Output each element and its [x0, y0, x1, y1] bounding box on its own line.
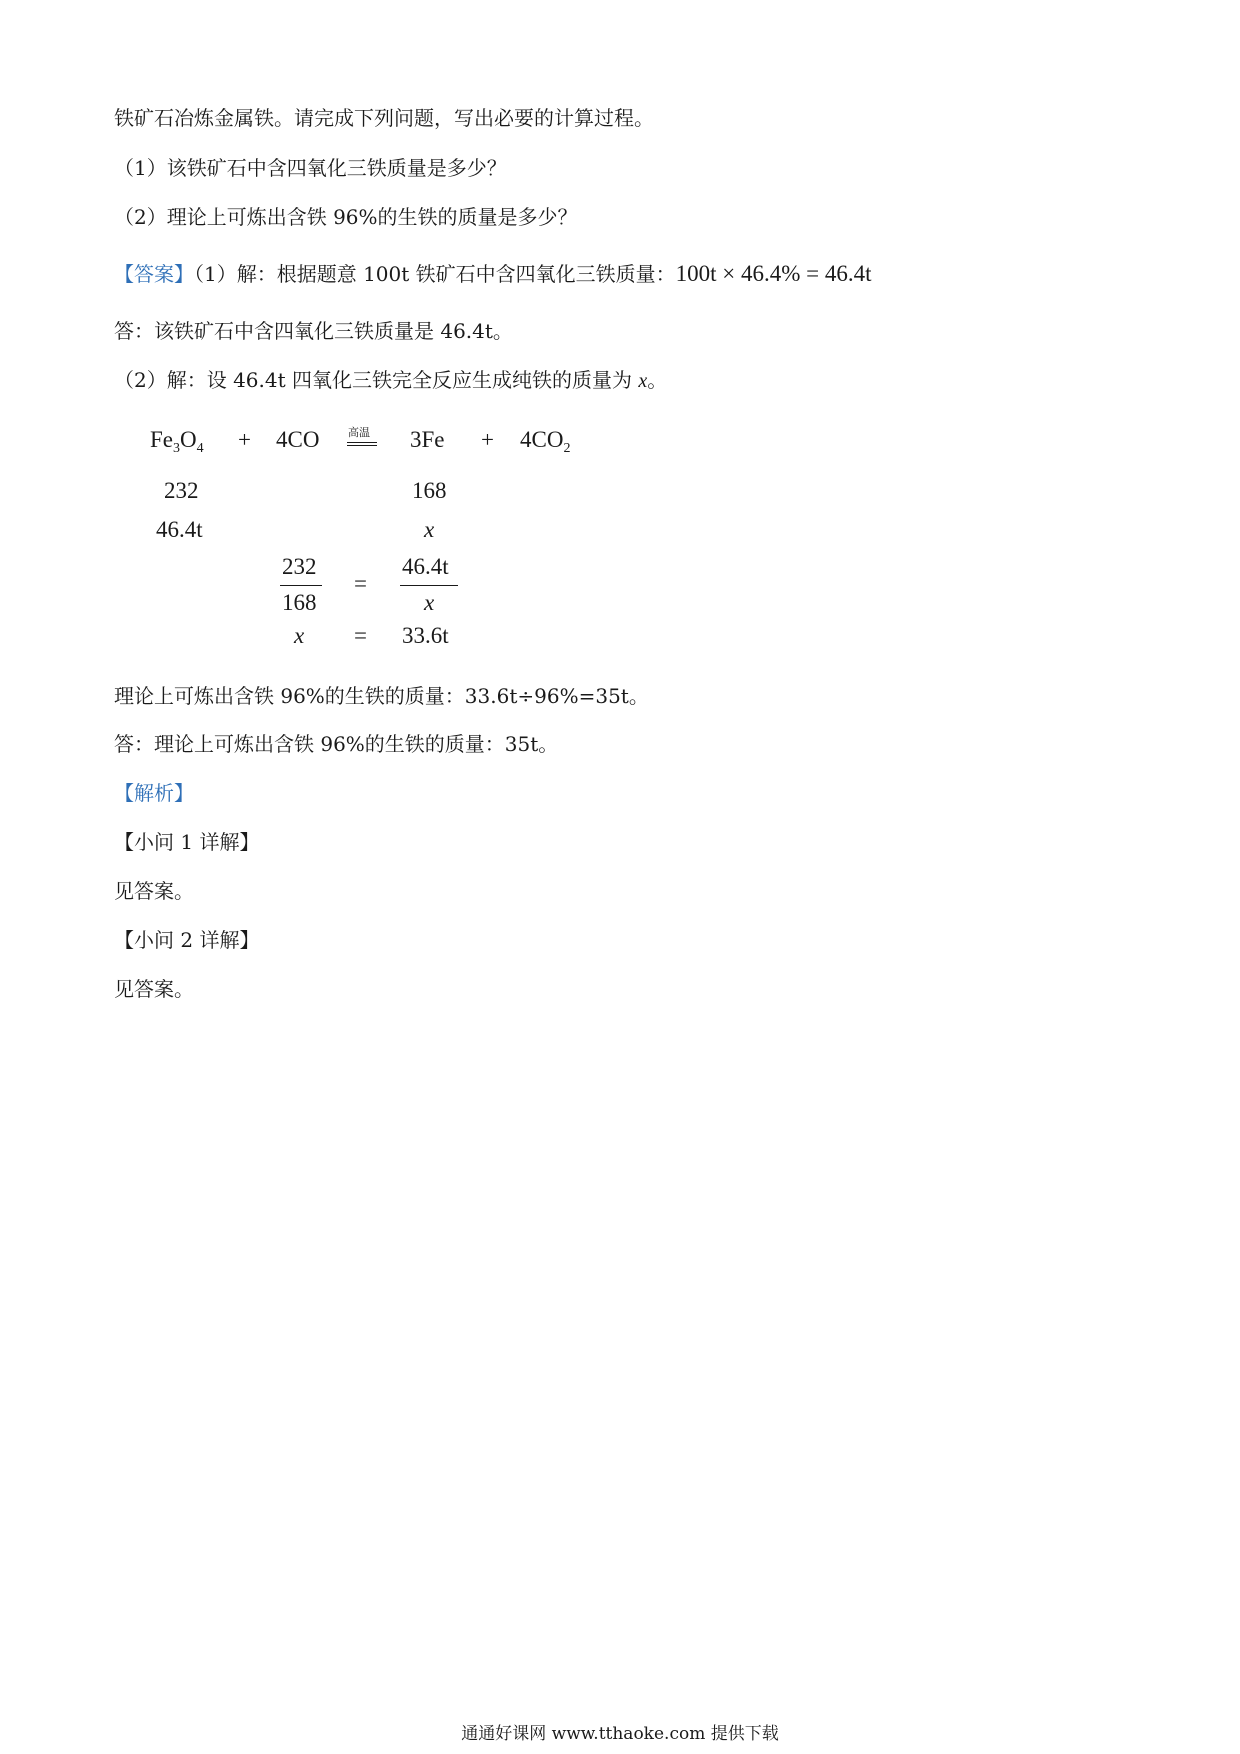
equation-product2: $4CO_2$ [520, 427, 571, 456]
answer-part1 [114, 260, 872, 288]
analysis-sub2-title: 【小问 2 详解】 [114, 928, 260, 952]
answer-tag: 【答案】 [114, 262, 194, 286]
ratio-equals: = [354, 571, 367, 596]
ratio-left-denominator: 168 [282, 590, 317, 615]
equation-reactant1: $Fe_3O_4$ [150, 427, 204, 456]
equation-given-reactant: 46.4t [156, 517, 203, 542]
answer-part2-setup [114, 366, 667, 395]
equation-plus2: + [481, 427, 494, 452]
ratio-right-numerator: 46.4t [402, 554, 449, 579]
equation-reactant2: 4CO [276, 427, 320, 452]
answer-part1-text: （1）解：根据题意 100t 铁矿石中含四氧化三铁质量： [194, 262, 676, 286]
answer-part2-setup-prefix: （2）解：设 46.4t 四氧化三铁完全反应生成纯铁的质量为 [114, 368, 639, 392]
answer-part1-conclusion: 答：该铁矿石中含四氧化三铁质量是 46.4t。 [114, 319, 513, 343]
conclusion-calc: 理论上可炼出含铁 96%的生铁的质量：33.6t÷96%=35t。 [114, 684, 649, 708]
ratio-right-bar [400, 585, 458, 586]
question-2: （2）理论上可炼出含铁 96%的生铁的质量是多少？ [114, 205, 578, 229]
equation-given-product: x [424, 517, 435, 542]
analysis-tag: 【解析】 [114, 781, 194, 805]
analysis-sub1-title: 【小问 1 详解】 [114, 830, 260, 854]
result-var: x [294, 623, 305, 648]
question-intro: 铁矿石冶炼金属铁。请完成下列问题，写出必要的计算过程。 [114, 106, 654, 130]
answer-part2-setup-var: x [638, 370, 648, 392]
conclusion-answer2: 答：理论上可炼出含铁 96%的生铁的质量：35t。 [114, 732, 559, 756]
ratio-right-denominator: x [424, 590, 435, 615]
equation-mass-reactant: 232 [164, 478, 199, 503]
analysis-sub2-body: 见答案。 [114, 977, 194, 1001]
answer-part2-setup-suffix: 。 [647, 368, 668, 392]
page-footer: 通通好课网 www.tthaoke.com 提供下载 [461, 1724, 779, 1744]
equation-condition: 高温 [348, 426, 370, 439]
equation-arrow [347, 442, 377, 446]
result-equals: = [354, 623, 367, 648]
equation-product1: 3Fe [410, 427, 445, 452]
question-1: （1）该铁矿石中含四氧化三铁质量是多少？ [114, 156, 507, 180]
answer-part1-formula: 100t × 46.4% = 46.4t [675, 261, 872, 286]
ratio-left-bar [280, 585, 322, 586]
equation-mass-product: 168 [412, 478, 447, 503]
equation-plus1: + [238, 427, 251, 452]
ratio-left-numerator: 232 [282, 554, 317, 579]
result-value: 33.6t [402, 623, 449, 648]
analysis-sub1-body: 见答案。 [114, 879, 194, 903]
